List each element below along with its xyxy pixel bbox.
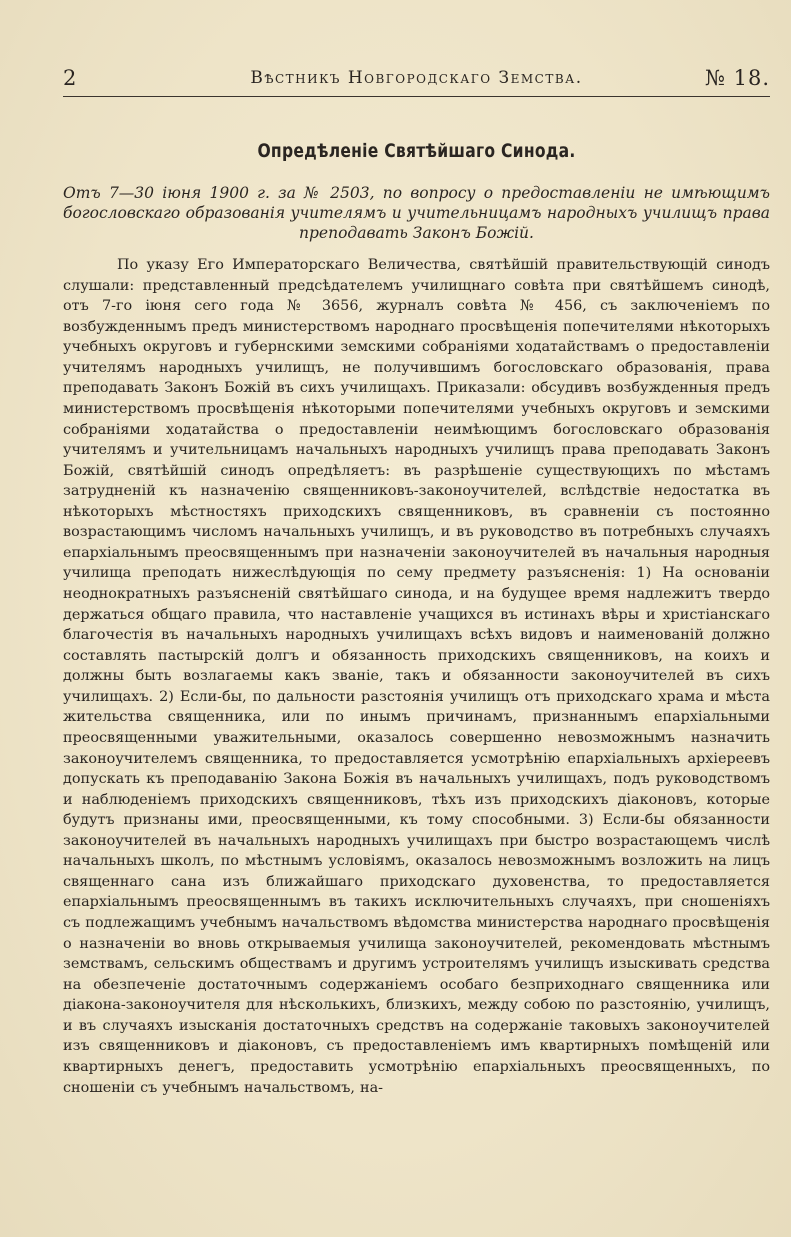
issue-number: № 18.	[705, 66, 770, 90]
article-title: Опредѣленіе Святѣйшаго Синода.	[257, 140, 576, 162]
header-rule	[63, 96, 770, 97]
article-subtitle: Отъ 7—30 іюня 1900 г. за № 2503, по вопросу о предоставленіи не имѣющимъ богословскаго образованія учителямъ и учительницамъ народныхъ училищъ права преподавать Законъ Божій.	[63, 184, 770, 242]
page-number: 2	[63, 66, 77, 90]
article-body: По указу Его Императорскаго Величества, святѣйшій правительствующій синодъ слушали: представленный предсѣдателемъ училищнаго совѣта при святѣйшемъ синодѣ, отъ 7-го іюня сего года № 3656, журналъ совѣта № 456, съ заключеніемъ по возбужденнымъ предъ министерствомъ народнаго просвѣщенія попечителями нѣкоторыхъ учебныхъ округовъ и губернскими земскими собраніями ходатайствамъ о предоставленіи учителямъ народныхъ училищъ, не получившимъ богословскаго образованія, права преподавать Законъ Божій въ сихъ училищахъ. Приказали: обсудивъ возбужденныя предъ министерствомъ просвѣщенія нѣкоторыми попечителями учебныхъ округовъ и земскими собраніями ходатайства о предоставленіи неимѣющимъ богословскаго образованія учителямъ и учительницамъ начальныхъ народныхъ училищъ права преподавать Законъ Божій, святѣйшій синодъ опредѣляетъ: въ разрѣшеніе существующихъ по мѣстамъ затрудненій къ назначенію священниковъ-законоучителей, вслѣдствіе недостатка въ нѣкоторыхъ мѣстностяхъ приходскихъ священниковъ, въ сравненіи съ постоянно возрастающимъ числомъ начальныхъ училищъ, и въ руководство въ потребныхъ случаяхъ епархіальнымъ преосвященнымъ при назначеніи законоучителей въ начальныя народныя училища преподать нижеслѣдующія по сему предмету разъясненія: 1) На основаніи неоднократныхъ разъясненій святѣйшаго синода, и на будущее время надлежитъ твердо держаться общаго правила, что наставленіе учащихся въ истинахъ вѣры и христіанскаго благочестія въ начальныхъ народныхъ училищахъ всѣхъ видовъ и наименованій должно составлять пастырскій долгъ и обязанность приходскихъ священниковъ, на коихъ и должны быть возлагаемы какъ званіе, такъ и обязанности законоучителей въ сихъ училищахъ. 2) Если-бы, по дальности разстоянія училищъ отъ приходскаго храма и мѣста жительства священника, или по инымъ причинамъ, признаннымъ епархіальными преосвященными уважительными, оказалось совершенно невозможнымъ назначить законоучителемъ священника, то предоставляется усмотрѣнію епархіальныхъ архіереевъ допускать къ преподаванію Закона Божія въ начальныхъ училищахъ, подъ руководствомъ и наблюденіемъ приходскихъ священниковъ, тѣхъ изъ приходскихъ діаконовъ, которые будутъ признаны ими, преосвященными, къ тому способными. 3) Если-бы обязанности законоучителей въ начальныхъ народныхъ училищахъ при быстро возрастающемъ числѣ начальныхъ школъ, по мѣстнымъ условіямъ, оказалось невозможнымъ возложить на лицъ священнаго сана изъ ближайшаго приходскаго духовенства, то предоставляется епархіальнымъ преосвященнымъ въ такихъ исключительныхъ случаяхъ, при сношеніяхъ съ подлежащимъ учебнымъ начальствомъ вѣдомства министерства народнаго просвѣщенія о назначеніи во вновь открываемыя училища законоучителей, рекомендовать мѣстнымъ земствамъ, сельскимъ обществамъ и другимъ устроителямъ училищъ изыскивать средства на обезпеченіе достаточнымъ содержаніемъ особаго безприходнаго священника или діакона-законоучителя для нѣсколькихъ, близкихъ, между собою по разстоянію, училищъ, и въ случаяхъ изысканія достаточныхъ средствъ на содержаніе таковыхъ законоучителей изъ священниковъ и діаконовъ, съ предоставленіемъ имъ квартирныхъ помѣщеній или квартирныхъ денегъ, предоставить усмотрѣнію епархіальныхъ преосвященныхъ, по сношеніи съ учебнымъ начальствомъ, на-	[63, 257, 770, 1096]
running-header	[63, 64, 770, 94]
journal-title: Вѣстникъ Новгородскаго Земства.	[250, 68, 583, 88]
